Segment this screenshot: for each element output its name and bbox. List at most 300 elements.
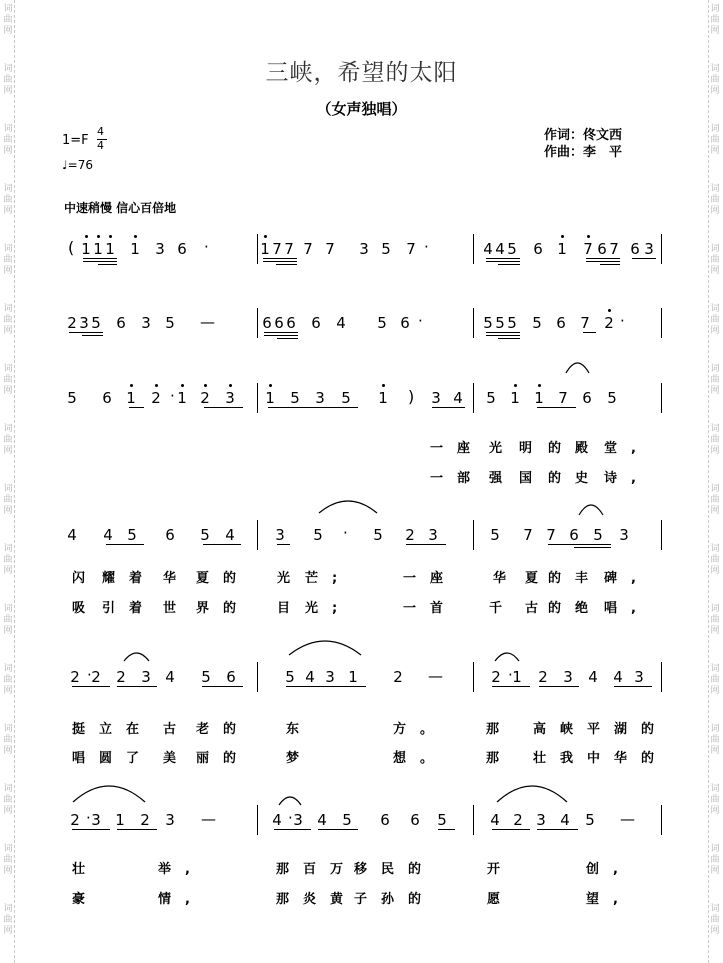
underline [492,829,530,830]
lyric-segment: 望, [586,892,632,907]
note: 7 [406,240,416,258]
watermark-text: 词 曲 网 [710,184,720,216]
underline [318,829,358,830]
high-octave-dot [561,235,564,238]
barline [257,383,258,413]
note: 4 [165,668,175,686]
slur [578,502,604,516]
note: 6 [556,314,566,332]
barline [257,805,258,835]
note: 5 [532,314,542,332]
barline [661,308,662,338]
note: 2 [140,811,150,829]
underline [203,544,241,545]
note: 1 [130,240,140,258]
note: 3 [428,526,438,544]
underline [539,686,579,687]
note: 7 [284,240,294,258]
high-octave-dot [204,384,207,387]
note: 5 [585,811,595,829]
note: 2 [538,668,548,686]
slur [318,498,378,514]
note: 1 [177,389,187,407]
note: 3 [293,811,303,829]
lyric-segment: 方。 [393,722,448,737]
slur [288,638,362,656]
lyric-segment: 唱, [604,601,650,616]
high-octave-dot [130,384,133,387]
lyric-segment: 举, [158,862,204,877]
watermark-text: 词 曲 网 [3,304,13,336]
credits [544,127,622,161]
augmentation-dot: · [424,238,429,256]
note: 5 [127,526,137,544]
note: 3 [155,240,165,258]
note: 5 [490,526,500,544]
high-octave-dot [264,235,267,238]
augmentation-dot: · [204,238,209,256]
underline [268,407,358,408]
note: 5 [165,314,175,332]
lyric-segment: 闪 [72,571,100,586]
slur [494,650,520,662]
watermark-text: 词 曲 网 [710,244,720,276]
lyric-segment: 那 [276,892,304,907]
note: 7 [580,314,590,332]
underline [263,258,297,259]
underline [82,335,103,336]
note: 4 [490,811,500,829]
lyric-segment: 古 [525,601,553,616]
lyric-segment: 光 [277,571,305,586]
lyric-segment: 碑, [604,571,650,586]
note: 1 [348,668,358,686]
underline [117,686,157,687]
time-signature-bottom: 4 [97,139,104,152]
note: 4 [495,240,505,258]
lyric-segment: 光; [305,601,352,616]
note: 5 [342,811,352,829]
lyric-segment: 华 [163,571,191,586]
lyric-segment: 那 [486,751,514,766]
lyric-segment: 美 [163,751,191,766]
note: 5 [201,668,211,686]
lyric-segment: 诗, [604,471,650,486]
tempo-marking: ♩=76 [62,158,93,172]
underline [72,686,110,687]
lyric-segment: 的史 [548,471,603,486]
underline [574,547,611,548]
high-octave-dot [134,235,137,238]
lyric-segment: 堂, [604,441,650,456]
watermark-text: 词 曲 网 [3,904,13,936]
lyric-segment: 情, [158,892,204,907]
high-octave-dot [608,309,611,312]
lyric-segment: 夏的 [196,571,251,586]
note: 6 [226,668,236,686]
watermark-text: 词 曲 网 [710,64,720,96]
augmentation-dot: · [86,809,91,827]
high-octave-dot [587,235,590,238]
note: 6 [400,314,410,332]
note: 5 [200,526,210,544]
note: 5 [483,314,493,332]
watermark-text: 词 曲 网 [710,484,720,516]
lyric-segment: 世 [163,601,191,616]
watermark-text: 词 曲 网 [3,424,13,456]
note: 5 [377,314,387,332]
note: 2 [200,389,210,407]
note: 2 [491,668,501,686]
note: 5 [437,811,447,829]
note: 3 [431,389,441,407]
watermark-text: 词 曲 网 [3,844,13,876]
note: 4 [272,811,282,829]
lyric-segment: 的丰 [548,571,603,586]
augmentation-dot: · [288,809,293,827]
high-octave-dot [109,235,112,238]
lyric-segment: 一座 [430,441,485,456]
barline [257,308,258,338]
note: 2 [70,668,80,686]
note: 5 [341,389,351,407]
note: 6 [165,526,175,544]
note: 6 [533,240,543,258]
underline [406,544,446,545]
lyric-segment: 子孙的 [354,892,436,907]
lyricist-label: 作词： [544,128,584,143]
barline [661,520,662,550]
underline [69,332,103,333]
note: 3 [141,314,151,332]
note: 2 [393,668,403,686]
high-octave-dot [181,384,184,387]
note: 1 [93,240,103,258]
underline [486,335,520,336]
high-octave-dot [538,384,541,387]
note: 3 [165,811,175,829]
note: 3 [91,811,101,829]
underline [263,261,297,262]
note: 1 [378,389,388,407]
note: 2 [116,668,126,686]
lyric-segment: 目 [277,601,305,616]
note: 5 [486,389,496,407]
lyric-segment: 愿 [487,892,515,907]
lyric-segment: 那 [486,722,514,737]
lyric-segment: 挺立在 [72,722,154,737]
lyric-segment: 唱圆了 [72,751,154,766]
note: 5 [507,314,517,332]
watermark-text: 词 曲 网 [710,544,720,576]
underline [277,544,290,545]
watermark-text: 词 曲 网 [3,604,13,636]
underline [498,264,520,265]
lyric-segment: 一部 [430,471,485,486]
lyric-segment: 豪 [72,892,100,907]
underline [586,261,620,262]
underline [486,258,520,259]
watermark-text: 词 曲 网 [3,544,13,576]
lyric-segment: 夏 [525,571,553,586]
note: 6 [569,526,579,544]
underline [498,338,520,339]
lyric-segment: 高峡平湖的 [533,722,669,737]
note: 6 [597,240,607,258]
barline [473,234,474,264]
high-octave-dot [97,235,100,238]
note: 6 [262,314,272,332]
watermark-text: 词 曲 网 [3,364,13,396]
lyric-segment: 梦 [286,751,314,766]
note: 4 [67,526,77,544]
note: 7 [609,240,619,258]
watermark-text: 词 曲 网 [710,4,720,36]
note: 3 [359,240,369,258]
lyric-segment: 百万 [303,862,358,877]
note: 6 [274,314,284,332]
underline [600,264,620,265]
watermark-text: 词 曲 网 [710,304,720,336]
barline [661,234,662,264]
note: 5 [285,668,295,686]
lyric-segment: 想。 [393,751,448,766]
note: 6 [102,389,112,407]
lyric-segment: 壮 [72,862,100,877]
barline [661,662,662,692]
watermark-text: 词 曲 网 [710,664,720,696]
note: 3 [619,526,629,544]
barline [257,234,258,264]
watermark-text: 词 曲 网 [710,604,720,636]
note: 4 [453,389,463,407]
note: 4 [613,668,623,686]
underline [537,407,576,408]
note: 5 [67,389,77,407]
lyric-segment: 光 [489,441,517,456]
note: 2 [604,314,614,332]
underline [438,829,455,830]
note: 5 [91,314,101,332]
lyric-segment: 炎黄 [303,892,358,907]
note: 3 [141,668,151,686]
note: 1 [557,240,567,258]
slur [278,794,302,806]
key-signature: 1=F [62,133,89,148]
underline [432,407,465,408]
lyric-segment: 耀着 [102,571,157,586]
note: 2 [151,389,161,407]
watermark-text: 词 曲 网 [710,124,720,156]
note: 4 [103,526,113,544]
lyric-segment: 国 [519,471,547,486]
note: 3 [634,668,644,686]
underline [83,261,117,262]
note: 3 [315,389,325,407]
lyric-segment: 壮我中华的 [533,751,669,766]
lyric-segment: 东 [286,722,314,737]
barline [661,383,662,413]
composer-label: 作曲： [544,145,584,160]
underline [614,686,652,687]
note: 5 [507,240,517,258]
barline [473,383,474,413]
sustain-dash: — [620,810,635,828]
note: 4 [336,314,346,332]
note: 2 [70,811,80,829]
note: 7 [558,389,568,407]
lyric-segment: 界的 [196,601,251,616]
lyric-segment: 老的 [196,722,251,737]
note: 4 [588,668,598,686]
lyric-segment: 明 [519,441,547,456]
underline [492,686,530,687]
underline [72,829,110,830]
note: 1 [512,668,522,686]
note: 6 [286,314,296,332]
time-signature-top: 4 [97,125,104,138]
note: 6 [410,811,420,829]
barline [473,520,474,550]
composer-line [544,144,622,161]
underline [129,407,144,408]
high-octave-dot [85,235,88,238]
note: 7 [546,526,556,544]
lyric-segment: 那 [276,862,304,877]
note: 5 [607,389,617,407]
lyric-segment: 千 [489,601,517,616]
watermark-text: 词 曲 网 [3,244,13,276]
note: 5 [313,526,323,544]
watermark-text: 词 曲 网 [710,724,720,756]
watermark-text: 词 曲 网 [710,364,720,396]
watermark-text: 词 曲 网 [3,784,13,816]
note: 2 [91,668,101,686]
underline [274,829,311,830]
underline [202,686,243,687]
augmentation-dot: · [508,666,513,684]
song-title: 三峡，希望的太阳 [265,60,458,86]
high-octave-dot [155,384,158,387]
barline [473,805,474,835]
augmentation-dot: · [418,312,423,330]
barline [257,520,258,550]
note: 2 [67,314,77,332]
note: 7 [583,240,593,258]
augmentation-dot: · [620,312,625,330]
underline [83,258,117,259]
lyric-segment: 一座 [403,571,458,586]
slur [72,783,146,803]
note: 4 [560,811,570,829]
note: 3 [225,389,235,407]
watermark-text: 词 曲 网 [3,64,13,96]
underline [537,829,578,830]
underline [583,332,596,333]
slur [565,360,590,374]
note: 5 [290,389,300,407]
lyricist-name: 佟文西 [583,128,623,143]
note: 6 [311,314,321,332]
note: 5 [373,526,383,544]
note: 1 [534,389,544,407]
note: 6 [116,314,126,332]
watermark-text: 词 曲 网 [710,844,720,876]
high-octave-dot [229,384,232,387]
watermark-text: 词 曲 网 [3,4,13,36]
lyric-segment: 的绝 [548,601,603,616]
note: 4 [225,526,235,544]
lyric-segment: 吸 [72,601,100,616]
watermark-text: 词 曲 网 [710,424,720,456]
note: 4 [483,240,493,258]
parenthesis: ( [68,238,75,257]
watermark-text: 词 曲 网 [710,904,720,936]
watermark-text: 词 曲 网 [3,124,13,156]
underline [117,829,157,830]
slur [496,783,568,803]
lyric-segment: 华 [493,571,521,586]
note: 5 [381,240,391,258]
note: 3 [325,668,335,686]
expression-marking: 中速稍慢 信心百倍地 [64,201,177,215]
note: 3 [644,240,654,258]
underline [276,264,297,265]
underline [264,335,298,336]
note: 4 [317,811,327,829]
lyric-segment: 一首 [403,601,458,616]
composer-name: 李 平 [583,145,623,160]
underline [486,332,520,333]
high-octave-dot [514,384,517,387]
underline [632,258,656,259]
underline [548,544,611,545]
note: 3 [536,811,546,829]
barline [257,662,258,692]
underline [586,258,620,259]
high-octave-dot [269,384,272,387]
underline [286,686,366,687]
underline [264,332,298,333]
augmentation-dot: · [343,524,348,542]
note: 1 [265,389,275,407]
note: 5 [495,314,505,332]
watermark-text: 词 曲 网 [3,724,13,756]
sustain-dash: — [201,810,216,828]
watermark-text: 词 曲 网 [3,664,13,696]
note: 7 [272,240,282,258]
lyric-segment: 开 [487,862,515,877]
note: 2 [513,811,523,829]
watermark-text: 词 曲 网 [3,484,13,516]
lyric-segment: 引着 [102,601,157,616]
note: 3 [563,668,573,686]
note: 4 [305,668,315,686]
underline [486,261,520,262]
note: 7 [325,240,335,258]
watermark-text: 词 曲 网 [710,784,720,816]
note: 7 [523,526,533,544]
note: 6 [177,240,187,258]
lyric-segment: 芒; [305,571,352,586]
augmentation-dot: · [87,666,92,684]
lyric-segment: 丽的 [196,751,251,766]
watermark-text: 词 曲 网 [3,184,13,216]
note: 3 [79,314,89,332]
parenthesis: ) [408,387,415,406]
lyric-segment: 古 [163,722,191,737]
note: 1 [81,240,91,258]
